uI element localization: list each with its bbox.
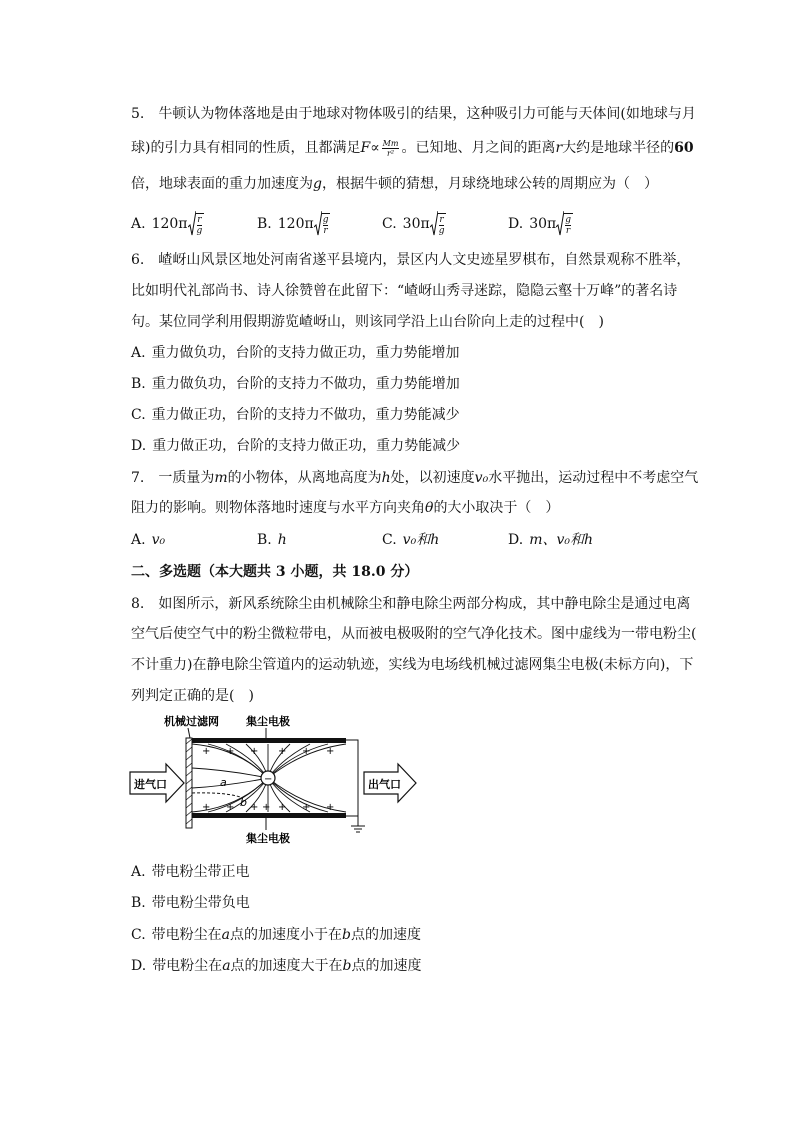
mass-over-distance-fraction: [382, 139, 400, 158]
option-text: 带电粉尘带正电: [151, 864, 250, 880]
option-coefficient: 30π: [529, 216, 557, 232]
q5-stem-text: ，根据牛顿的猜想，月球绕地球公转的周期应为（ ）: [321, 176, 658, 192]
q8-line-2: 空气后使空气中的粉尘微粒带电，从而被电极吸附的空气净化技术。图中虚线为一带电粉尘(: [131, 626, 697, 642]
point-variable: a: [221, 927, 231, 943]
top-electrode-label: 集尘电极: [246, 715, 290, 728]
option-text: 重力做负功，台阶的支持力做正功，重力势能增加: [151, 345, 460, 361]
q7-option-d[interactable]: [508, 530, 593, 550]
q5-line-1: [131, 104, 696, 124]
option-coefficient: 120π: [151, 216, 188, 232]
q5-option-a[interactable]: [131, 211, 204, 237]
radicand-denominator: g: [438, 225, 445, 236]
sqrt-symbol: [556, 211, 573, 237]
q7-stem-text: 阻力的影响。则物体落地时速度与水平方向夹角: [131, 500, 425, 516]
option-text: v₀: [151, 532, 166, 548]
option-label: A.: [131, 864, 146, 880]
point-variable: b: [342, 958, 352, 974]
radicand-numerator: r: [439, 214, 444, 225]
dust-trajectory: [192, 793, 243, 798]
q6-option-a[interactable]: [131, 343, 460, 363]
q5-stem-text: 5. 牛顿认为物体落地是由于地球对物体吸引的结果，这种吸引力可能与天体间(如地球与月: [131, 106, 696, 122]
q7-line-1: [131, 468, 698, 488]
q6-option-c[interactable]: [131, 405, 460, 425]
q7-option-b[interactable]: [257, 530, 287, 550]
option-text: 带电粉尘在: [152, 958, 223, 974]
velocity-variable: v₀: [474, 470, 489, 486]
radicand-numerator: r: [197, 214, 202, 225]
svg-text:+: +: [250, 746, 259, 757]
svg-text:+: +: [202, 802, 211, 813]
sqrt-symbol: [430, 211, 447, 237]
radicand-denominator: r: [565, 225, 571, 236]
option-label: B.: [257, 216, 272, 232]
gravity-variable: g: [313, 176, 322, 192]
option-text: 重力做正功，台阶的支持力不做功，重力势能减少: [151, 407, 460, 423]
q8-line-1: 8. 如图所示，新风系统除尘由机械除尘和静电除尘两部分构成，其中静电除尘是通过电离: [131, 596, 691, 612]
fraction-denominator: r²: [387, 148, 395, 158]
svg-text:+: +: [326, 802, 335, 813]
radicand-numerator: g: [565, 214, 571, 225]
option-coefficient: 30π: [402, 216, 430, 232]
bottom-electrode: [192, 813, 346, 818]
q7-stem-text: 7. 一质量为: [131, 470, 215, 486]
angle-variable: θ: [425, 500, 434, 516]
point-a-label: a: [220, 776, 227, 789]
point-b-label: b: [240, 796, 247, 809]
option-label: B.: [131, 376, 146, 392]
radicand-denominator: g: [196, 225, 203, 236]
q8-option-c[interactable]: [131, 925, 421, 945]
svg-text:+: +: [226, 746, 235, 757]
ratio-number: 60: [674, 140, 694, 156]
sqrt-radicand: [564, 213, 573, 236]
ground-wire: [346, 740, 358, 826]
q7-option-c[interactable]: [382, 530, 439, 550]
svg-text:+: +: [278, 802, 287, 813]
svg-text:+: +: [262, 802, 271, 813]
point-variable: b: [342, 927, 351, 943]
q7-stem-text: 处，以初速度: [390, 470, 475, 486]
q5-line-3: [131, 174, 658, 194]
q5-option-c[interactable]: [382, 211, 446, 237]
sqrt-radicand: [322, 213, 331, 236]
fraction-numerator: Mm: [382, 138, 399, 148]
svg-text:+: +: [326, 746, 335, 757]
filter-label: 机械过滤网: [164, 715, 219, 728]
option-text: 点的加速度小于在: [230, 927, 343, 943]
option-label: D.: [508, 532, 524, 548]
option-label: C.: [131, 407, 146, 423]
option-text: h: [277, 532, 287, 548]
svg-text:+: +: [302, 802, 311, 813]
option-label: A.: [131, 345, 146, 361]
q7-line-2: [131, 498, 559, 518]
force-variable: F: [360, 140, 371, 156]
sqrt-radicand: [438, 213, 447, 236]
option-label: B.: [131, 895, 146, 911]
option-text: 带电粉尘在: [151, 927, 222, 943]
option-label: D.: [508, 216, 524, 232]
svg-text:+: +: [302, 746, 311, 757]
option-text: v₀和h: [402, 532, 440, 548]
bottom-electrode-label: 集尘电极: [246, 832, 290, 845]
q8-line-4: 列判定正确的是( ): [131, 688, 254, 704]
q5-stem-text: 球)的引力具有相同的性质，且都满足: [131, 140, 361, 156]
q8-option-b[interactable]: [131, 893, 250, 913]
electrostatic-precipitator-diagram: [128, 708, 418, 848]
q5-line-2: [131, 138, 694, 158]
option-text: m、v₀和h: [529, 532, 594, 548]
q8-line-3: 不计重力)在静电除尘管道内的运动轨迹，实线为电场线机械过滤网集尘电极(未标方向)，下: [131, 657, 694, 673]
q5-stem-text: 。已知地、月之间的距离: [401, 140, 556, 156]
svg-text:+: +: [202, 746, 211, 757]
sqrt-radicand: [196, 213, 205, 236]
svg-text:+: +: [226, 802, 235, 813]
q6-option-b[interactable]: [131, 374, 460, 394]
ground-icon: [351, 826, 365, 832]
option-text: 重力做负功，台阶的支持力不做功，重力势能增加: [151, 376, 460, 392]
outlet-label: 出气口: [368, 778, 401, 791]
height-variable: h: [381, 470, 391, 486]
q6-option-d[interactable]: [131, 436, 460, 456]
point-variable: a: [222, 958, 231, 974]
option-text: 点的加速度: [351, 927, 421, 943]
mass-variable: m: [214, 470, 228, 486]
q7-stem-text: 的小物体，从离地高度为: [227, 470, 382, 486]
top-electrode: [192, 738, 346, 743]
svg-text:+: +: [250, 802, 259, 813]
inlet-label: 进气口: [134, 778, 167, 791]
q5-stem-text: 大约是地球半径的: [562, 140, 675, 156]
filter-leader-line: [188, 728, 190, 738]
q7-option-a[interactable]: [131, 530, 165, 550]
proportional-symbol: ∝: [370, 140, 380, 156]
option-label: D.: [131, 958, 147, 974]
radicand-denominator: r: [323, 225, 328, 236]
option-text: 带电粉尘带负电: [151, 895, 250, 911]
option-text: 点的加速度: [351, 958, 422, 974]
q8-option-d[interactable]: [131, 956, 422, 976]
option-text: 点的加速度大于在: [230, 958, 343, 974]
q6-line-1: 6. 嵖岈山风景区地处河南省遂平县境内，景区内人文史迹星罗棋布，自然景观称不胜举，: [131, 252, 691, 268]
q6-line-3: 句。某位同学利用假期游览嵖岈山，则该同学沿上山台阶向上走的过程中( ): [131, 314, 604, 330]
option-label: D.: [131, 438, 147, 454]
option-label: A.: [131, 532, 146, 548]
option-coefficient: 120π: [277, 216, 314, 232]
q7-stem-text: 的大小取决于（ ）: [433, 500, 560, 516]
option-label: A.: [131, 216, 146, 232]
svg-text:+: +: [278, 746, 287, 757]
q5-option-b[interactable]: [257, 211, 330, 237]
option-text: 重力做正功，台阶的支持力做正功，重力势能减少: [152, 438, 461, 454]
q5-stem-text: 倍，地球表面的重力加速度为: [131, 176, 313, 192]
q8-option-a[interactable]: [131, 862, 250, 882]
q5-option-d[interactable]: [508, 211, 573, 237]
option-label: B.: [257, 532, 272, 548]
option-label: C.: [131, 927, 146, 943]
option-label: C.: [382, 532, 397, 548]
sqrt-symbol: [314, 211, 331, 237]
sqrt-symbol: [188, 211, 205, 237]
distance-variable: r: [555, 140, 563, 156]
radicand-numerator: g: [322, 214, 329, 225]
option-label: C.: [382, 216, 397, 232]
section-title: 二、多选题（本大题共 3 小题，共 18.0 分）: [131, 564, 419, 580]
central-electrode-sign: −: [264, 774, 273, 785]
q7-stem-text: 水平抛出，运动过程中不考虑空气: [488, 470, 699, 486]
q6-line-2: 比如明代礼部尚书、诗人徐赞曾在此留下：“嵖岈山秀寻迷踪，隐隐云壑十万峰”的著名诗: [131, 283, 678, 299]
